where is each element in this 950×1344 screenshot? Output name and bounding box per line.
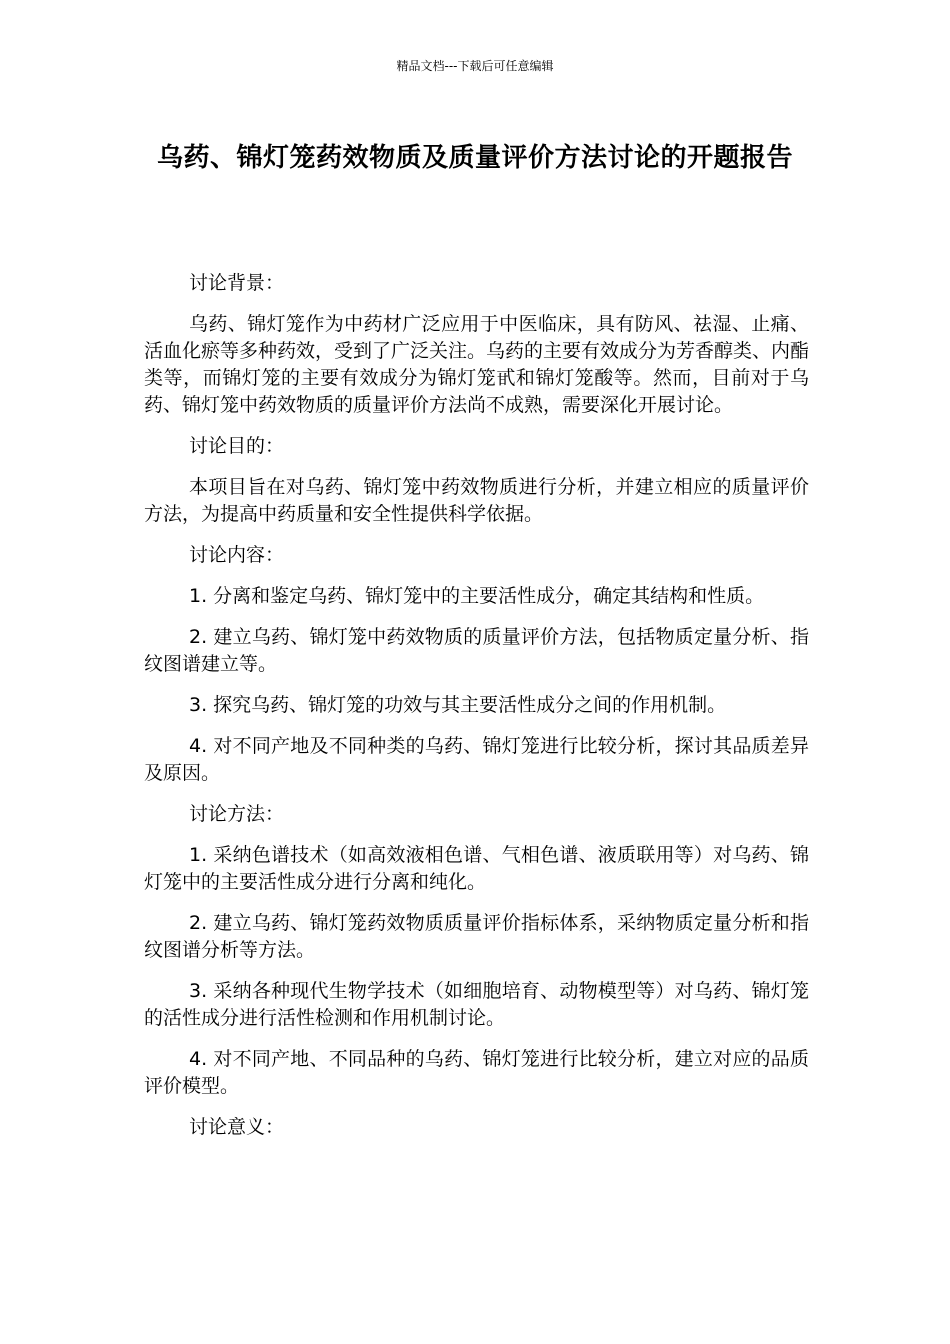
section-heading-methods: 讨论方法：: [189, 803, 285, 825]
paragraph-purpose: 本项目旨在对乌药、锦灯笼中药效物质进行分析，并建立相应的质量评价方法，为提高中药质量和安全性提供科学依据。: [144, 476, 809, 525]
document-title: 乌药、锦灯笼药效物质及质量评价方法讨论的开题报告: [156, 143, 793, 173]
section-heading-content: 讨论内容：: [189, 544, 285, 566]
method-item-4: 4. 对不同产地、不同品种的乌药、锦灯笼进行比较分析，建立对应的品质评价模型。: [144, 1048, 809, 1097]
section-heading-purpose: 讨论目的：: [189, 435, 285, 457]
content-item-2: 2. 建立乌药、锦灯笼中药效物质的质量评价方法，包括物质定量分析、指纹图谱建立等。: [144, 626, 809, 675]
content-item-4: 4. 对不同产地及不同种类的乌药、锦灯笼进行比较分析，探讨其品质差异及原因。: [144, 735, 809, 784]
header-note: 精品文档---下载后可任意编辑: [396, 59, 554, 73]
method-item-3: 3. 采纳各种现代生物学技术（如细胞培育、动物模型等）对乌药、锦灯笼的活性成分进行活性检测和作用机制讨论。: [144, 980, 809, 1029]
paragraph-background: 乌药、锦灯笼作为中药材广泛应用于中医临床，具有防风、祛湿、止痛、活血化瘀等多种药效，受到了广泛关注。乌药的主要有效成分为芳香醇类、内酯类等，而锦灯笼的主要有效成分为锦灯笼甙和锦灯笼酸等。然而，目前对于乌药、锦灯笼中药效物质的质量评价方法尚不成熟，需要深化开展讨论。: [144, 313, 810, 416]
content-item-1: 1. 分离和鉴定乌药、锦灯笼中的主要活性成分，确定其结构和性质。: [189, 585, 765, 607]
document-body: [144, 270, 809, 1155]
content-item-3: 3. 探究乌药、锦灯笼的功效与其主要活性成分之间的作用机制。: [189, 694, 727, 716]
method-item-2: 2. 建立乌药、锦灯笼药效物质质量评价指标体系，采纳物质定量分析和指纹图谱分析等方法。: [144, 912, 809, 961]
method-item-1: 1. 采纳色谱技术（如高效液相色谱、气相色谱、液质联用等）对乌药、锦灯笼中的主要活性成分进行分离和纯化。: [144, 844, 809, 893]
section-heading-significance: 讨论意义：: [189, 1116, 285, 1138]
section-heading-background: 讨论背景：: [189, 272, 285, 294]
